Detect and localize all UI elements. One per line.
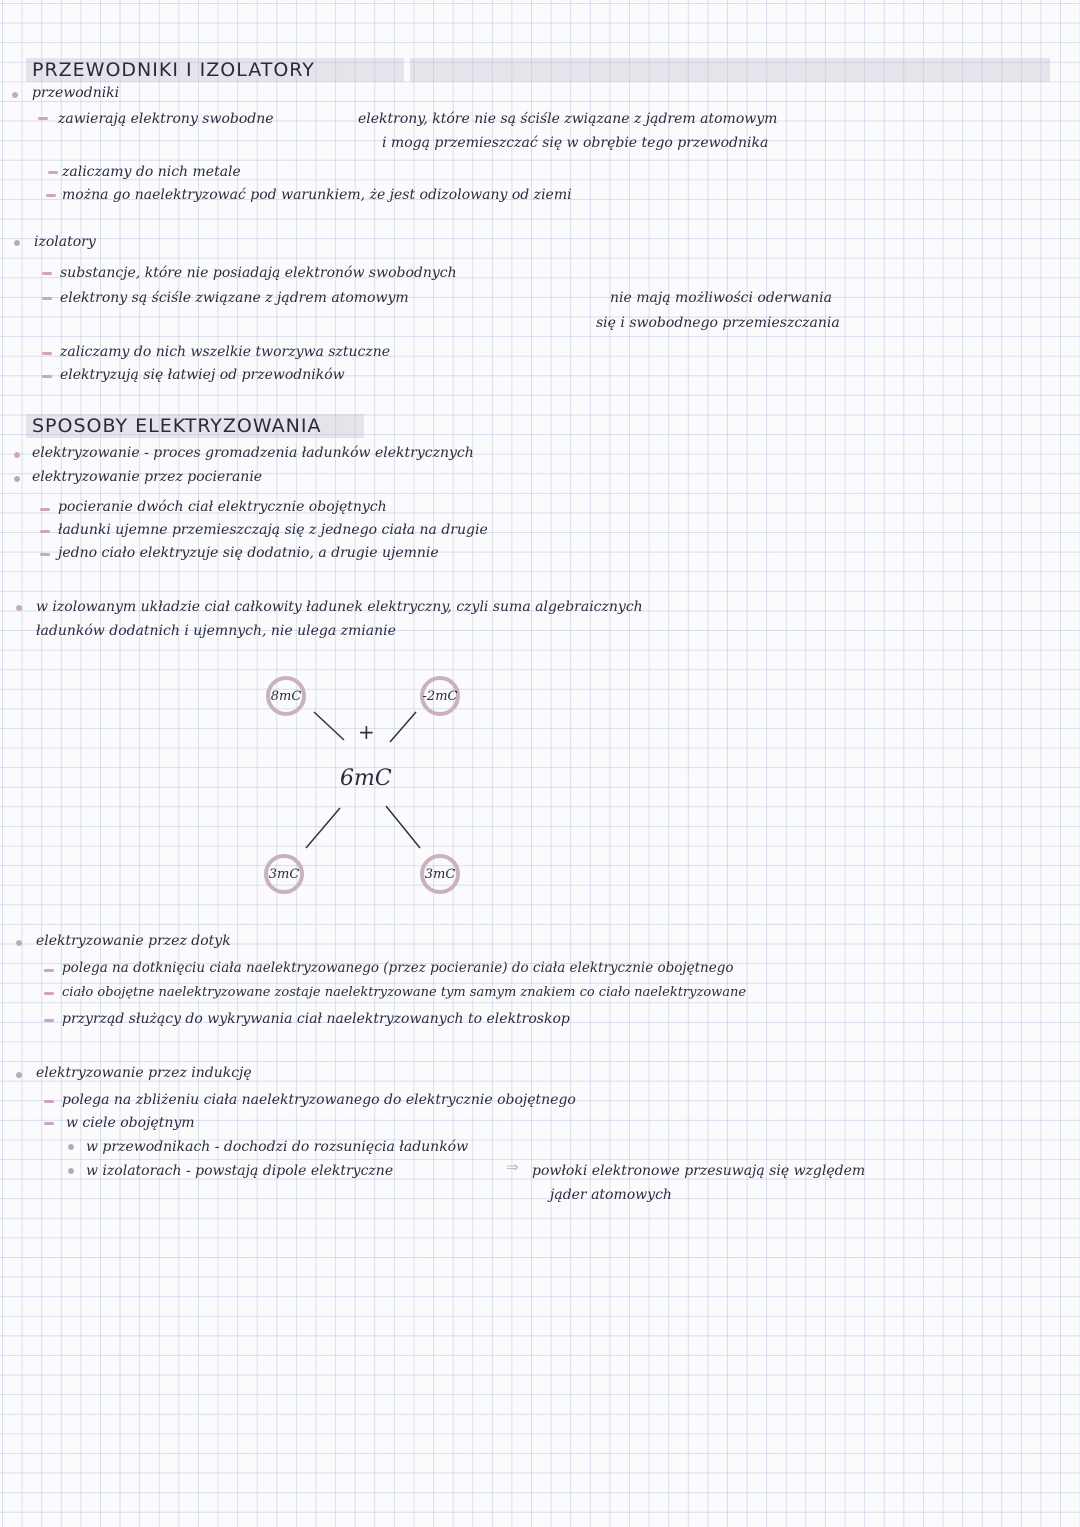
conductors-heading: przewodniki: [32, 85, 120, 101]
conductors-note-b: i mogą przemieszczać się w obrębie tego przewodnika: [382, 135, 769, 151]
bullet: [16, 1072, 22, 1078]
induction-line-4-result-cont: jąder atomowych: [550, 1187, 672, 1203]
touch-line-3: przyrząd służący do wykrywania ciał naelektryzowanych to elektroskop: [62, 1011, 570, 1027]
dash: [44, 1122, 54, 1125]
induction-line-4: w izolatorach - powstają dipole elektryczne: [86, 1163, 394, 1179]
insulators-heading: izolatory: [34, 234, 96, 250]
insulators-note-a: nie mają możliwości oderwania: [610, 290, 832, 306]
insulators-line-2: elektrony są ściśle związane z jądrem atomowym: [60, 290, 409, 306]
bullet: [68, 1168, 74, 1174]
touch-line-2: ciało obojętne naelektryzowane zostaje naelektryzowane tym samym znakiem co ciało naelektryzowane: [62, 985, 747, 1000]
rubbing-line-3: jedno ciało elektryzuje się dodatnio, a drugie ujemnie: [58, 545, 439, 561]
charge-3mC-left: 3mC: [264, 854, 304, 894]
induction-line-4-result: powłoki elektronowe przesuwają się względem: [532, 1163, 866, 1179]
section-title-methods: SPOSOBY ELEKTRYZOWANIA: [26, 414, 364, 438]
bullet: [16, 940, 22, 946]
conservation-line-1: w izolowanym układzie ciał całkowity ładunek elektryczny, czyli suma algebraicznych: [36, 599, 643, 615]
dash: [44, 992, 54, 995]
section-title-conductors: PRZEWODNIKI I IZOLATORY: [26, 58, 404, 82]
charge-3mC-right: 3mC: [420, 854, 460, 894]
induction-heading: elektryzowanie przez indukcję: [36, 1065, 252, 1081]
plus-sign: +: [358, 720, 375, 744]
charge-total-6mC: 6mC: [340, 766, 392, 791]
conductors-line-3: można go naelektryzować pod warunkiem, że jest odizolowany od ziemi: [62, 187, 572, 203]
insulators-note-b: się i swobodnego przemieszczania: [596, 315, 840, 331]
induction-line-1: polega na zbliżeniu ciała naelektryzowanego do elektrycznie obojętnego: [62, 1092, 576, 1108]
insulators-line-3: zaliczamy do nich wszelkie tworzywa sztuczne: [60, 344, 391, 360]
conductors-line-1: zawierają elektrony swobodne: [58, 111, 274, 127]
conductors-line-2: zaliczamy do nich metale: [62, 164, 241, 180]
conductors-note-a: elektrony, które nie są ściśle związane z jądrem atomowym: [358, 111, 778, 127]
charge-minus-2mC: -2mC: [420, 676, 460, 716]
dash: [44, 1100, 54, 1103]
induction-line-3: w przewodnikach - dochodzi do rozsunięcia ładunków: [86, 1139, 469, 1155]
charge-8mC: 8mC: [266, 676, 306, 716]
rubbing-line-1: pocieranie dwóch ciał elektrycznie obojętnych: [58, 499, 387, 515]
arrow-right-icon: ⇒: [506, 1158, 519, 1176]
dash: [44, 1019, 54, 1022]
induction-line-2: w ciele obojętnym: [66, 1115, 195, 1131]
bullet: [68, 1144, 74, 1150]
conservation-line-2: ładunków dodatnich i ujemnych, nie ulega zmianie: [36, 623, 396, 639]
insulators-line-4: elektryzują się łatwiej od przewodników: [60, 367, 345, 383]
touch-line-1: polega na dotknięciu ciała naelektryzowanego (przez pocieranie) do ciała elektrycznie obojętnego: [62, 960, 734, 976]
touch-heading: elektryzowanie przez dotyk: [36, 933, 231, 949]
methods-line-2: elektryzowanie przez pocieranie: [32, 469, 263, 485]
insulators-line-1: substancje, które nie posiadają elektronów swobodnych: [60, 265, 457, 281]
dash: [44, 969, 54, 972]
rubbing-line-2: ładunki ujemne przemieszczają się z jednego ciała na drugie: [58, 522, 488, 538]
methods-line-1: elektryzowanie - proces gromadzenia ładunków elektrycznych: [32, 445, 474, 461]
